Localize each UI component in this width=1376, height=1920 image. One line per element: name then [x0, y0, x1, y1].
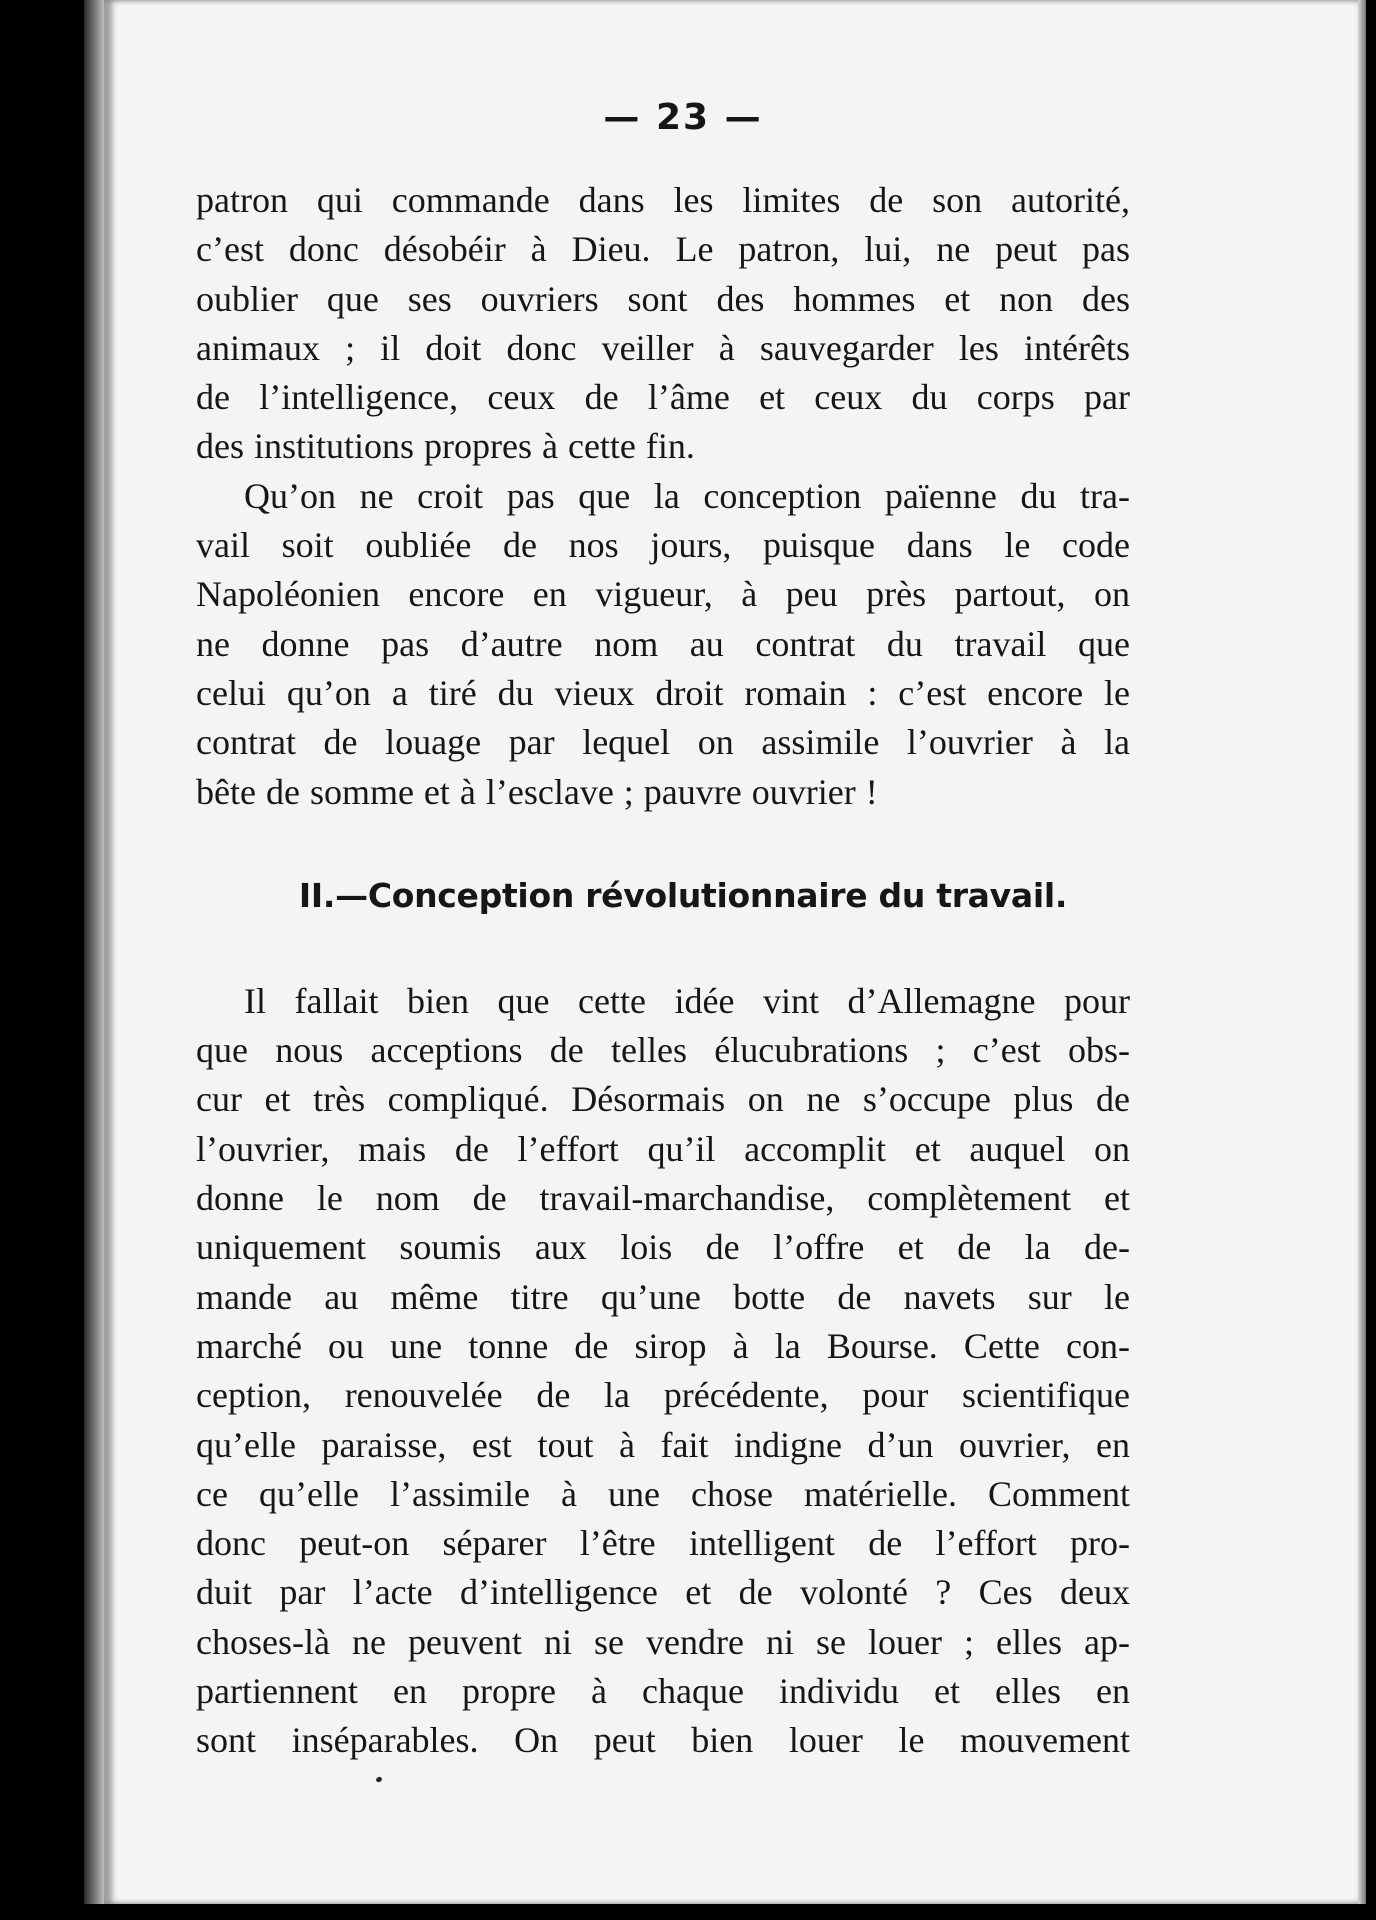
section-heading: II.—Conception révolutionnaire du travail. — [298, 875, 1068, 915]
text-line: que nous acceptions de telles élucubrations ; c’est obs- — [196, 1030, 1130, 1071]
text-line: vail soit oubliée de nos jours, puisque dans le code — [196, 525, 1130, 566]
text-line: mande au même titre qu’une botte de navets sur le — [196, 1276, 1130, 1317]
text-line: oublier que ses ouvriers sont des hommes et non des — [196, 278, 1130, 319]
page-content — [196, 90, 1130, 1766]
text-line: des institutions propres à cette fin. — [196, 426, 695, 467]
text-line: celui qu’on a tiré du vieux droit romain : c’est encore le — [196, 672, 1130, 713]
paragraph-3 — [196, 977, 1130, 1766]
paragraph-1 — [196, 176, 1130, 472]
text-line: uniquement soumis aux lois de l’offre et de la de- — [196, 1227, 1130, 1268]
text-line: partiennent en propre à chaque individu et elles en — [196, 1671, 1130, 1712]
text-line: ception, renouvelée de la précédente, pour scientifique — [196, 1375, 1130, 1416]
text-line: qu’elle paraisse, est tout à fait indigne d’un ouvrier, en — [196, 1424, 1130, 1465]
text-line: marché ou une tonne de sirop à la Bourse. Cette con- — [196, 1325, 1130, 1366]
text-line: donc peut-on séparer l’être intelligent de l’effort pro- — [196, 1523, 1130, 1564]
text-line: l’ouvrier, mais de l’effort qu’il accomplit et auquel on — [196, 1128, 1130, 1169]
paragraph-2 — [196, 472, 1130, 817]
text-line: Qu’on ne croit pas que la conception païenne du tra- — [244, 475, 1130, 516]
page-number: — 23 — — [603, 97, 763, 138]
text-line: patron qui commande dans les limites de son autorité, — [196, 180, 1130, 220]
text-line: donne le nom de travail-marchandise, complètement et — [196, 1178, 1130, 1219]
text-line: ne donne pas d’autre nom au contrat du travail que — [196, 623, 1130, 664]
text-line: de l’intelligence, ceux de l’âme et ceux du corps par — [196, 377, 1130, 418]
book-spine-shadow — [84, 0, 106, 1904]
text-line: animaux ; il doit donc veiller à sauvegarder les intérêts — [196, 327, 1130, 368]
text-line: choses-là ne peuvent ni se vendre ni se louer ; elles ap- — [196, 1621, 1130, 1662]
text-line: cur et très compliqué. Désormais on ne s’occupe plus de — [196, 1079, 1130, 1120]
text-line: bête de somme et à l’esclave ; pauvre ouvrier ! — [196, 771, 878, 812]
page-edge — [1358, 0, 1366, 1904]
text-line: sont inséparables. On peut bien louer le mouvement — [196, 1720, 1130, 1761]
text-line: c’est donc désobéir à Dieu. Le patron, lui, ne peut pas — [196, 229, 1130, 270]
text-line: Napoléonien encore en vigueur, à peu près partout, on — [196, 574, 1130, 615]
text-line: ce qu’elle l’assimile à une chose matérielle. Comment — [196, 1473, 1130, 1514]
text-line: contrat de louage par lequel on assimile l’ouvrier à la — [196, 722, 1130, 763]
text-line: duit par l’acte d’intelligence et de volonté ? Ces deux — [196, 1572, 1130, 1613]
text-line: Il fallait bien que cette idée vint d’Allemagne pour — [244, 980, 1130, 1021]
